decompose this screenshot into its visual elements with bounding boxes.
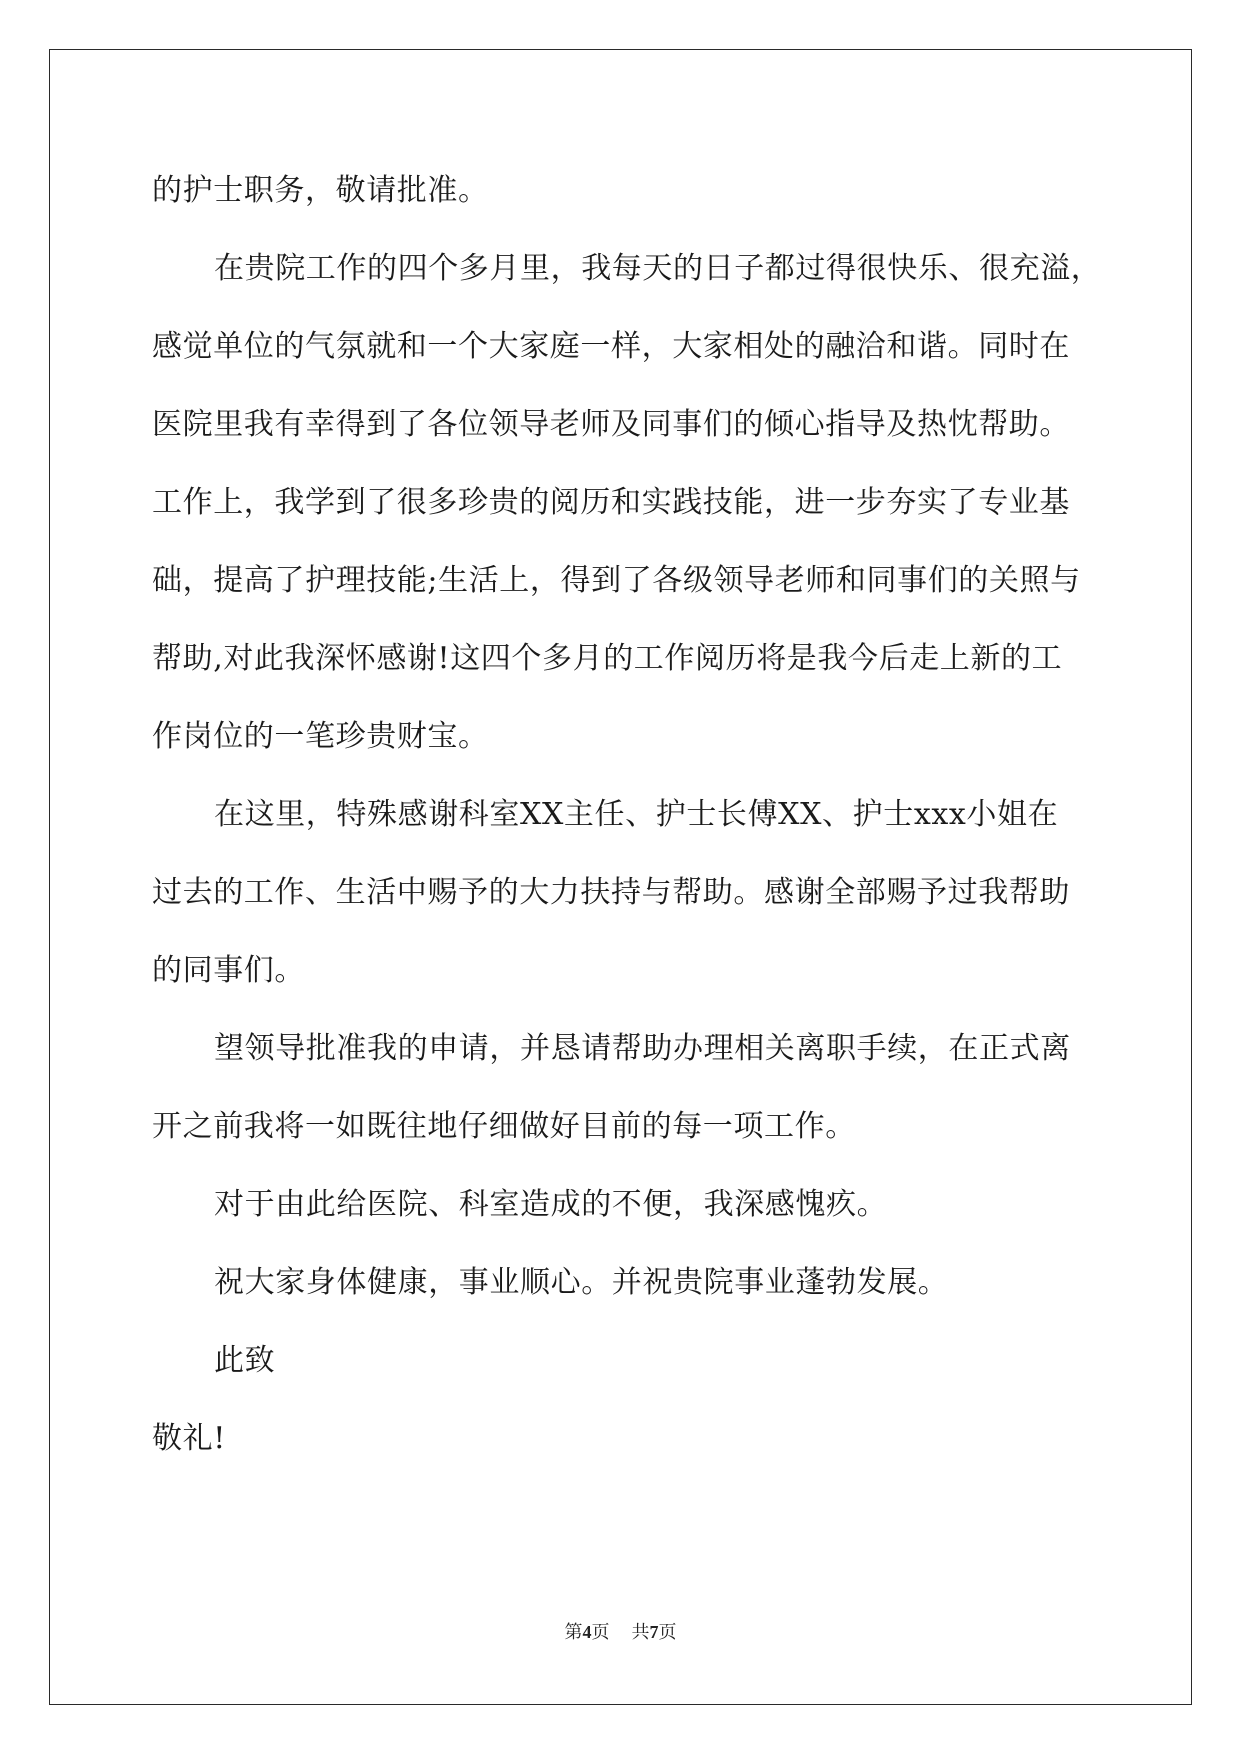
text-line: 望领导批准我的申请，并恳请帮助办理相关离职手续，在正式离 [214, 1031, 1071, 1066]
total-pages-number: 7 [649, 1622, 659, 1642]
text-line: 感觉单位的气氛就和一个大家庭一样，大家相处的融洽和谐。同时在 [152, 329, 1070, 364]
text-line: 的护士职务，敬请批准。 [152, 173, 489, 208]
text-line: 工作上，我学到了很多珍贵的阅历和实践技能，进一步夯实了专业基 [152, 485, 1070, 520]
salutation-line: 敬礼! [152, 1421, 226, 1456]
closing-line: 此致 [214, 1343, 276, 1378]
text-line: 帮助,对此我深怀感谢!这四个多月的工作阅历将是我今后走上新的工 [152, 641, 1063, 676]
text-line: 开之前我将一如既往地仔细做好目前的每一项工作。 [152, 1109, 856, 1144]
text-line: 在贵院工作的四个多月里，我每天的日子都过得很快乐、很充溢， [214, 251, 1102, 286]
text-line: 过去的工作、生活中赐予的大力扶持与帮助。感谢全部赐予过我帮助 [152, 875, 1070, 910]
page-footer [0, 1618, 1241, 1644]
letter-body [152, 152, 1102, 1478]
footer-page-suffix: 页 [591, 1622, 610, 1642]
text-line: 在这里，特殊感谢科室XX主任、护士长傅XX、护士xxx小姐在 [214, 797, 1059, 832]
text-line: 医院里我有幸得到了各位领导老师及同事们的倾心指导及热忱帮助。 [152, 407, 1070, 442]
text-line: 的同事们。 [152, 953, 305, 988]
text-line: 对于由此给医院、科室造成的不便，我深感愧疚。 [214, 1187, 888, 1222]
text-line: 祝大家身体健康，事业顺心。并祝贵院事业蓬勃发展。 [214, 1265, 949, 1300]
current-page-number: 4 [582, 1622, 592, 1642]
footer-total-suffix: 页 [658, 1622, 677, 1642]
footer-total-prefix: 共 [631, 1622, 650, 1642]
text-line: 作岗位的一笔珍贵财宝。 [152, 719, 489, 754]
text-line: 础，提高了护理技能;生活上，得到了各级领导老师和同事们的关照与 [152, 563, 1081, 598]
footer-prefix: 第 [564, 1622, 583, 1642]
